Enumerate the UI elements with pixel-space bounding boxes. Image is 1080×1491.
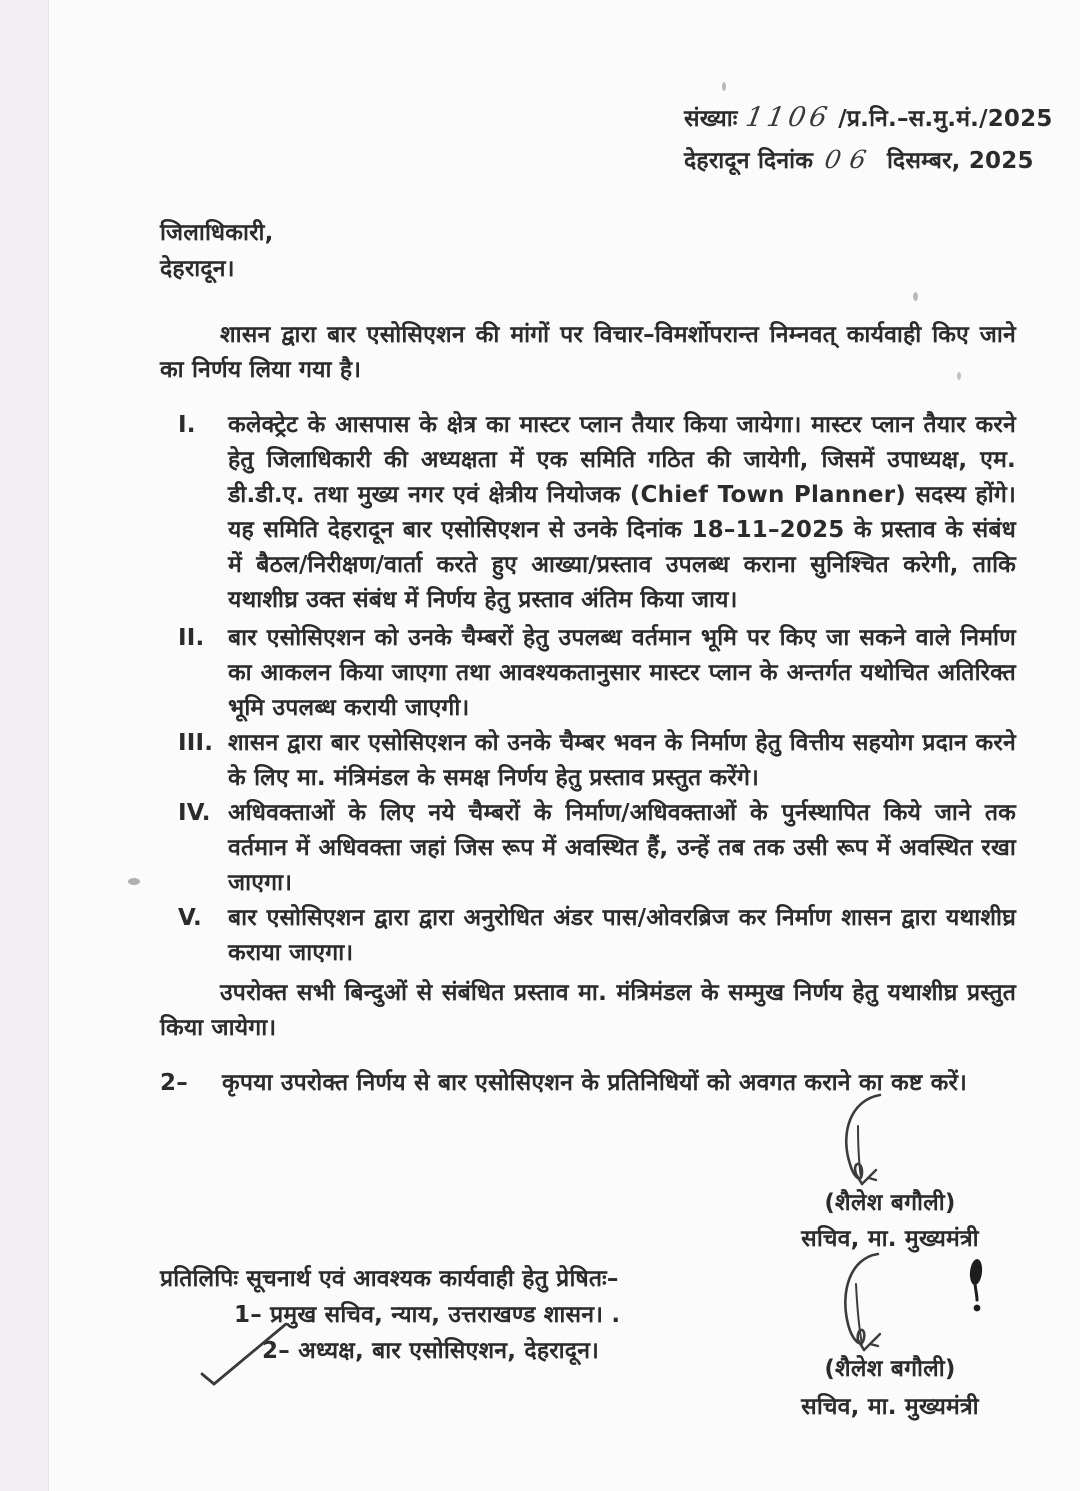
decision-number: II. (178, 625, 205, 651)
paper-edge-shadow (0, 0, 49, 1491)
decision-number: III. (178, 730, 214, 756)
ink-blot (962, 1258, 992, 1322)
signatory-name: (शैलेश बगौली) (824, 1356, 956, 1382)
letter-number-label: संख्याः (684, 106, 738, 132)
copy-item-1: 1– प्रमुख सचिव, न्याय, उत्तराखण्ड शासन। . (234, 1302, 621, 1328)
decision-text: शासन द्वारा बार एसोसिएशन को उनके चैम्बर भवन के निर्माण हेतु वित्तीय सहयोग प्रदान करने के लिए मा. मंत्रिमंडल के समक्ष निर्णय हेतु प्रस्ताव प्रस्तुत करेंगे। (228, 730, 1016, 791)
decision-number: V. (178, 905, 202, 931)
decision-number: IV. (178, 800, 211, 826)
decision-item-1 (172, 408, 1016, 618)
place-date-label: देहरादून दिनांक (684, 148, 814, 174)
letter-number-suffix: /प्र.नि.–स.मु.मं./2025 (838, 106, 1053, 132)
intro-paragraph: शासन द्वारा बार एसोसिएशन की मांगों पर विचार–विमर्शोपरान्त निम्नवत् कार्यवाही किए जाने का निर्णय लिया गया है। (160, 322, 1016, 383)
addressee-designation: जिलाधिकारी, (160, 220, 274, 246)
handwritten-date: 06 (822, 145, 878, 174)
checkmark-stroke (198, 1318, 294, 1388)
paragraph-2-text: कृपया उपरोक्त निर्णय से बार एसोसिएशन के प्रतिनिधियों को अवगत कराने का कष्ट करें। (222, 1070, 968, 1096)
signatory-name: (शैलेश बगौली) (824, 1190, 956, 1216)
decision-item-5 (172, 901, 1016, 971)
signature-scribble (828, 1092, 906, 1192)
decision-text: अधिवक्ताओं के लिए नये चैम्बरों के निर्माण/अधिवक्ताओं के पुर्नस्थापित किये जाने तक वर्तमान में अधिवक्ता जहां जिस रूप में अवस्थित हैं, उन्हें तब तक उसी रूप में अवस्थित रखा जाएगा। (228, 800, 1016, 896)
decision-item-2 (172, 621, 1016, 726)
signature-scribble (832, 1252, 902, 1358)
letter-number-line (684, 100, 1053, 137)
scan-smudge (128, 878, 140, 885)
date-suffix: दिसम्बर, 2025 (886, 148, 1034, 174)
closing-paragraph: उपरोक्त सभी बिन्दुओं से संबंधित प्रस्ताव मा. मंत्रिमंडल के सम्मुख निर्णय हेतु यथाशीघ्र प्रस्तुत किया जायेगा। (160, 980, 1016, 1041)
copy-item-2: 2– अध्यक्ष, बार एसोसिएशन, देहरादून। (262, 1338, 600, 1364)
decision-text: बार एसोसिएशन द्वारा द्वारा अनुरोधित अंडर पास/ओवरब्रिज कर निर्माण शासन द्वारा यथाशीघ्र कराया जाएगा। (228, 905, 1016, 966)
decision-item-3 (172, 726, 1016, 796)
decision-text: बार एसोसिएशन को उनके चैम्बरों हेतु उपलब्ध वर्तमान भूमि पर किए जा सकने वाले निर्माण का आकलन किया जाएगा तथा आवश्यकतानुसार मास्टर प्लान के अन्तर्गत यथोचित अतिरिक्त भूमि उपलब्ध करायी जाएगी। (228, 625, 1016, 721)
decision-item-4 (172, 796, 1016, 901)
scan-smudge (722, 82, 726, 91)
signatory-title: सचिव, मा. मुख्यमंत्री (801, 1226, 979, 1252)
paragraph-2-number: 2– (160, 1070, 188, 1096)
addressee-place: देहरादून। (160, 256, 235, 282)
letter-date-line (684, 142, 1034, 179)
scan-smudge (957, 372, 961, 380)
scan-smudge (913, 292, 918, 301)
signatory-title: सचिव, मा. मुख्यमंत्री (801, 1394, 979, 1420)
decision-number: I. (178, 412, 196, 438)
handwritten-letter-number: 1106 (742, 102, 833, 133)
decision-text: कलेक्ट्रेट के आसपास के क्षेत्र का मास्टर प्लान तैयार किया जायेगा। मास्टर प्लान तैयार करने हेतु जिलाधिकारी की अध्यक्षता में एक समिति गठित की जायेगी, जिसमें उपाध्यक्ष, एम. डी.डी.ए. तथा मुख्य नगर एवं क्षेत्रीय नियोजक (Chief Town Planner) सदस्य होंगे। यह समिति देहरादून बार एसोसिएशन से उनके दिनांक 18–11–2025 के प्रस्ताव के संबंध में बैठल/निरीक्षण/वार्ता करते हुए आख्या/प्रस्ताव उपलब्ध कराना सुनिश्चित करेगी, ताकि यथाशीघ्र उक्त संबंध में निर्णय हेतु प्रस्ताव अंतिम किया जाय। (228, 412, 1016, 613)
copies-heading: प्रतिलिपिः सूचनार्थ एवं आवश्यक कार्यवाही हेतु प्रेषितः– (160, 1266, 619, 1292)
